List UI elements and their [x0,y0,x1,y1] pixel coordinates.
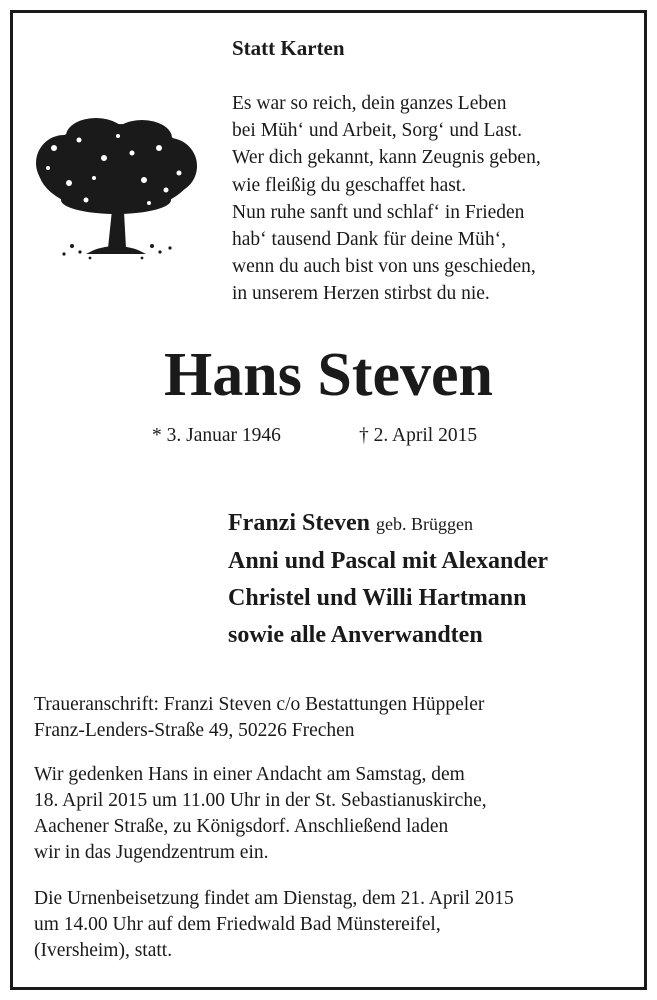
poem-line: Wer dich gekannt, kann Zeugnis geben, [232,147,541,169]
mourner-name: Franzi Steven [228,510,370,536]
mourning-address [34,692,484,744]
tree-icon [34,118,199,264]
mourner-line: Anni und Pascal mit Alexander [228,548,549,574]
info-line: Aachener Straße, zu Königsdorf. Anschließend laden [34,816,449,837]
mourner-line: sowie alle Anverwandten [228,622,483,648]
memorial-service [34,762,487,866]
info-line: 18. April 2015 um 11.00 Uhr in der St. Sebastianuskirche, [34,790,487,811]
poem-line: in unserem Herzen stirbst du nie. [232,283,490,305]
poem-line: wenn du auch bist von uns geschieden, [232,256,536,278]
poem-line: bei Müh‘ und Arbeit, Sorg‘ und Last. [232,120,522,142]
info-line: Traueranschrift: Franzi Steven c/o Bestattungen Hüppeler [34,694,485,715]
info-line: Wir gedenken Hans in einer Andacht am Samstag, dem [34,764,465,785]
info-line: Die Urnenbeisetzung findet am Dienstag, dem 21. April 2015 [34,888,514,909]
mourner-line: Christel und Willi Hartmann [228,585,527,611]
info-line: um 14.00 Uhr auf dem Friedwald Bad Münstereifel, [34,914,441,935]
poem-line: Es war so reich, dein ganzes Leben [232,93,507,114]
urn-burial [34,886,514,964]
mourner-line [228,505,548,543]
info-line: Franz-Lenders-Straße 49, 50226 Frechen [34,720,355,741]
info-line: (Iversheim), statt. [34,940,173,961]
poem [232,90,541,308]
maiden-name: geb. Brüggen [375,514,473,534]
deceased-name: Hans Steven [164,341,493,409]
poem-line: hab‘ tausend Dank für deine Müh‘, [232,229,506,251]
poem-line: Nun ruhe sanft und schlaf‘ in Frieden [232,201,525,223]
poem-line: wie fleißig du geschaffet hast. [232,174,467,196]
notice-heading: Statt Karten [232,36,345,60]
info-line: wir in das Jugendzentrum ein. [34,842,269,863]
mourners-list [228,505,548,654]
death-date: † 2. April 2015 [359,425,478,446]
birth-date: * 3. Januar 1946 [152,425,281,446]
